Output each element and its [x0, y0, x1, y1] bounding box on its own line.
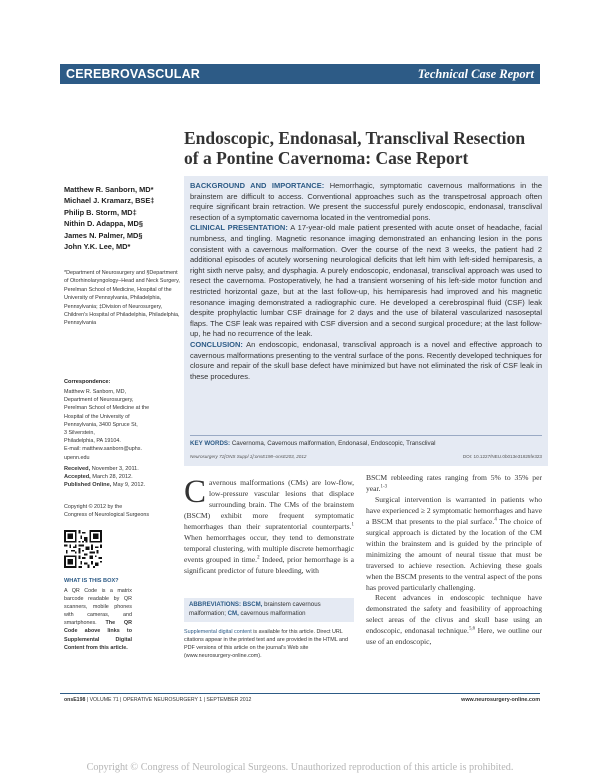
drop-cap: C [184, 474, 207, 510]
footer-divider [60, 693, 540, 694]
footer-issue-info: onsE198 | VOLUME 71 | OPERATIVE NEUROSURGERY 1 | SEPTEMBER 2012 [64, 697, 252, 703]
author: James N. Palmer, MD§ [64, 230, 143, 240]
correspondence-line: Philadelphia, PA 19104. [64, 438, 121, 445]
article-title: Endoscopic, Endonasal, Transclival Resection of a Pontine Cavernoma: Case Report [184, 128, 526, 168]
copyright-notice: Copyright © 2012 by the Congress of Neurological Surgeons [64, 504, 150, 519]
received-date: Received, November 3, 2011. [64, 466, 139, 472]
copyright-watermark: Copyright © Congress of Neurological Surgeons. Unauthorized reproduction of this article is prohibited. [86, 762, 514, 773]
paragraph: BSCM rebleeding rates ranging from 5% to 35% per year.$^{1-3}$ [366, 473, 542, 493]
footer-website-link[interactable]: www.neurosurgery-online.com [461, 697, 540, 703]
author-list [64, 184, 176, 252]
abstract-conclusion: CONCLUSION: An endoscopic, endonasal, transclival approach is a novel and effective approach to cavernous malformations presenting to the ventral surface of the pons. Recently developed techniques for closure and repair of the skull base defect have minimized but have not eliminated the risk of CSF leak in these procedures. [190, 339, 543, 381]
section-header-bar [60, 64, 540, 84]
correspondence-line: 3 Silverstein, [64, 430, 95, 437]
citation-line [190, 454, 542, 459]
qr-description: A QR Code is a matrix barcode readable by QR scanners, mobile phones with cameras, and smartphones. The QR Code above links to Supplemental Digital Content from this article. [64, 588, 132, 651]
correspondence-email[interactable]: E-mail: matthew.sanborn@uphs. [64, 446, 142, 453]
doi-link[interactable]: DOI: 10.1227/NEU.0b013e31825fe323 [462, 454, 542, 459]
author: John Y.K. Lee, MD* [64, 242, 131, 252]
qr-heading: WHAT IS THIS BOX? [64, 578, 119, 584]
author: Nithin D. Adappa, MD§ [64, 219, 143, 229]
paragraph: Surgical intervention is warranted in patients who have experienced ≥ 2 symptomatic hemorrhages and have a BSCM that presents to the pial surface.$^4$ The choice of surgical approach is dictated by the location of the CM within the brainstem and is guided by the principle of minimizing the amount of neural tissue that must be traversed to achieve resection. Achieving these goals when the BSCM presents to the ventral aspect of the pons has proved particularly challenging. [366, 494, 543, 592]
published-date: Published Online, May 9, 2012. [64, 482, 146, 489]
correspondence-address [64, 388, 176, 462]
correspondence-line: Perelman School of Medicine at the [64, 405, 150, 412]
paragraph: Recent advances in endoscopic technique have demonstrated the safety and feasibility of approaching select areas of the clivus and skull base using an endoscopic, endonasal technique.$^{5,6}$ Here, we outline our use of an endoscopic, [366, 593, 542, 647]
abstract-text [190, 181, 542, 382]
accepted-date: Accepted, March 28, 2012. [64, 474, 133, 481]
supplemental-link[interactable]: Supplemental digital content [184, 629, 252, 635]
qr-code-image[interactable] [64, 530, 102, 568]
correspondence-line: Matthew R. Sanborn, MD, [64, 389, 127, 395]
abstract-clinical-presentation: CLINICAL PRESENTATION: A 17-year-old male patient presented with acute onset of headache, facial numbness, and tingling. Magnetic resonance imaging demonstrated an enhancing lesion in the pons consistent with a cavernous malformation. Over the course of the next 3 weeks, the patient had 2 additional episodes of acutely worsening neurological deficits that left him with left-sided hemiparesis, a right sixth nerve palsy, and dysphagia. A purely endoscopic, endonasal, transclival approach was used to resect the cavernoma. Postoperatively, he had a transient worsening of his left-side motor function and restricted horizontal gaze, but at the last follow-up, his hemiparesis had improved and his magnetic resonance imaging demonstrated a radiographic cure. He developed a cerebrospinal fluid (CSF) leak despite prophylactic lumbar CSF drainage for 2 days and the use of bilateral vascularized nasoseptal flaps. The CSF leak was repaired with CSF diversion and a second surgical procedure; at the last follow-up, he had no recurrence of the leak. [190, 223, 542, 339]
correspondence-line: Pennsylvania, 3400 Spruce St, [64, 421, 138, 428]
abstract-background: BACKGROUND AND IMPORTANCE: Hemorrhagic, symptomatic cavernous malformations in the brainstem are difficult to access. Conventional approaches such as the transpetrosal approach often require significant brain retraction. We present the successful purely endoscopic, endonasal, transclival resection of a symptomatic cavernoma located in the ventromedial pons. [190, 181, 542, 222]
correspondence-line: Department of Neurosurgery, [64, 397, 134, 404]
author: Matthew R. Sanborn, MD* [64, 185, 154, 194]
correspondence-email-cont[interactable]: upenn.edu [64, 454, 90, 461]
keywords: KEY WORDS: Cavernoma, Cavernous malformation, Endonasal, Endoscopic, Transclival [190, 435, 542, 447]
article-dates [64, 465, 180, 490]
abbreviations-box: ABBREVIATIONS: BSCM, brainstem cavernous malformation; CM, cavernous malformation [184, 598, 354, 622]
section-label: CEREBROVASCULAR [66, 67, 201, 81]
abstract-box [184, 176, 548, 466]
affiliations: *Department of Neurosurgery and §Department of Otorhinolaryngology–Head and Neck Surgery, Perelman School of Medicine, Hospital of the University of Pennsylvania, Philadelphia, Pennsylvania; ‡Division of Neurosurgery, Children's Hospital of Philadelphia, Philadelphia, Pennsylvania [64, 270, 180, 327]
author: Philip B. Storm, MD‡ [64, 207, 137, 217]
supplemental-content-note: Supplemental digital content is available for this article. Direct URL citations appear in the printed text and are provided in the HTML and PDF versions of this article on the journal's Web site (www.neurosurgery-online.com). [184, 629, 349, 660]
correspondence-line: Hospital of the University of [64, 413, 130, 420]
correspondence-heading: Correspondence: [64, 379, 111, 385]
body-column-left: Cavernous malformations (CMs) are low-flow, low-pressure vascular lesions that displace surrounding brain. The CMs of the brainstem (BSCM) exhibit more frequent symptomatic hemorrhages than their supratentorial counterparts.$^1$ When hemorrhages occur, they tend to demonstrate temporal clustering, with multiple discrete hemorrhagic events grouped in time.$^2$ Indeed, prior hemorrhage is a significant predictor of future bleeding, with [184, 474, 355, 575]
body-column-right [366, 473, 542, 648]
article-type-label: Technical Case Report [417, 67, 534, 81]
journal-citation: Neurosurgery 71[ONS Suppl 1]:onsE198–onsE203, 2012 [190, 454, 307, 459]
author: Michael J. Kramarz, BSE‡ [64, 196, 155, 206]
